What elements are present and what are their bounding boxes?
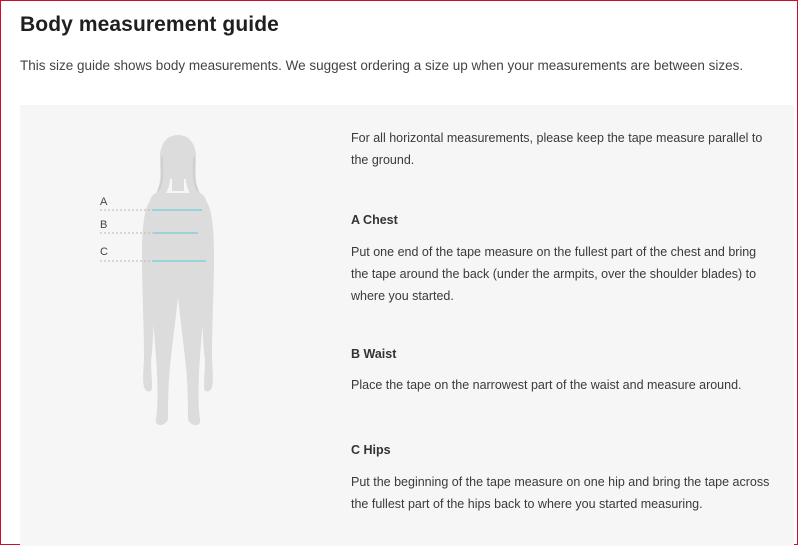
label-b: B [100, 219, 108, 231]
chest-instruction: Put one end of the tape measure on the fullest part of the chest and bring the tape around the back (under the armpits, over the shoulder blades) to where you started. [351, 245, 757, 303]
waist-instruction: Place the tape on the narrowest part of the waist and measure around. [351, 378, 742, 392]
page-title: Body measurement guide [20, 13, 279, 36]
hips-heading: C Hips [351, 443, 391, 457]
body-figure [90, 127, 250, 427]
body-silhouette-illustration [90, 127, 250, 427]
hips-instruction: Put the beginning of the tape measure on one hip and bring the tape across the fullest part of the hips back to where you started measuring. [351, 475, 770, 511]
waist-heading: B Waist [351, 347, 397, 361]
label-a: A [100, 196, 108, 208]
chest-heading: A Chest [351, 213, 398, 227]
label-c: C [100, 246, 108, 258]
intro-text: This size guide shows body measurements. We suggest ordering a size up when your measurements are between sizes. [20, 58, 744, 73]
measurement-panel [20, 105, 794, 546]
general-instruction: For all horizontal measurements, please keep the tape measure parallel to the ground. [351, 131, 763, 167]
